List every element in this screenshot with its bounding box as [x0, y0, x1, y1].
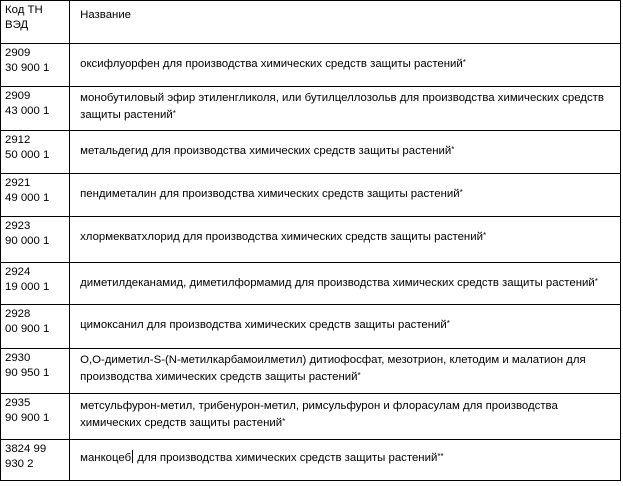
code-cell: [1, 131, 70, 174]
code-cell: [1, 440, 70, 481]
product-name: монобутиловый эфир этиленгликоля, или бутилцеллозольв для производства химических средств защиты растений: [80, 92, 604, 121]
code-cell: [1, 174, 70, 217]
name-cell: [70, 44, 621, 87]
product-name: О,О-диметил-S-(N-метилкарбамоилметил) дитиофосфат, мезотрион, клетодим и малатион для производства химических средств защиты растений: [80, 354, 586, 383]
product-name-start: манкоцеб: [80, 452, 132, 464]
product-name-end: для производства химических средств защиты растений: [134, 452, 438, 464]
name-cell: [70, 217, 621, 263]
code-line1: 2928: [5, 308, 31, 320]
code-cell: [1, 305, 70, 349]
footnote-mark: *: [482, 231, 487, 240]
code-line2: 90 950 1: [5, 367, 50, 379]
footnote-mark: *: [357, 371, 361, 380]
code-line2: 43 000 1: [5, 105, 50, 117]
footnote-mark: *: [462, 58, 466, 67]
footnote-mark: **: [437, 452, 444, 461]
code-line1: 2930: [5, 352, 31, 364]
name-cell: [70, 131, 621, 174]
header-name-label: Название: [80, 9, 132, 21]
table-row: [1, 44, 621, 87]
footnote-mark: *: [594, 277, 598, 286]
code-line1: 2909: [5, 90, 31, 102]
text-caret: [132, 450, 133, 463]
header-code-label-line1: Код ТН: [5, 4, 43, 16]
table-header-row: [1, 1, 621, 44]
table-row: [1, 87, 621, 131]
table-row: [1, 263, 621, 305]
table-row: [1, 349, 621, 394]
table-row: [1, 394, 621, 440]
code-line2: 90 000 1: [5, 235, 50, 247]
header-code-label-line2: ВЭД: [5, 19, 29, 31]
code-line1: 2909: [5, 47, 31, 59]
product-name: пендиметалин для производства химических средств защиты растений: [80, 188, 460, 200]
table-row: [1, 217, 621, 263]
code-cell: [1, 349, 70, 394]
code-line2: 50 000 1: [5, 149, 50, 161]
code-cell: [1, 263, 70, 305]
footnote-mark: *: [282, 417, 286, 426]
footnote-mark: *: [446, 319, 450, 328]
name-cell[interactable]: [70, 440, 621, 481]
code-line1: 2921: [5, 177, 31, 189]
header-code-cell: [1, 1, 70, 44]
footnote-mark: *: [451, 145, 455, 154]
code-line1: 2912: [5, 134, 31, 146]
table-row: [1, 131, 621, 174]
code-line2: 00 900 1: [5, 323, 50, 335]
code-line1: 2924: [5, 266, 31, 278]
table-row: [1, 305, 621, 349]
code-cell: [1, 44, 70, 87]
code-line2: 19 000 1: [5, 281, 50, 293]
name-cell: [70, 263, 621, 305]
product-name: цимоксанил для производства химических средств защиты растений: [80, 319, 447, 331]
code-line1: 3824 99: [5, 443, 47, 455]
footnote-mark: *: [459, 188, 463, 197]
name-cell: [70, 174, 621, 217]
code-line2: 49 000 1: [5, 192, 50, 204]
code-line2: 30 900 1: [5, 62, 50, 74]
code-line1: 2935: [5, 397, 31, 409]
name-cell: [70, 394, 621, 440]
product-name: метальдегид для производства химических средств защиты растений: [80, 145, 452, 157]
table-row: [1, 174, 621, 217]
name-cell: [70, 305, 621, 349]
table-row: [1, 440, 621, 481]
name-cell: [70, 349, 621, 394]
code-cell: [1, 217, 70, 263]
product-name: метсульфурон-метил, трибенурон-метил, римсульфурон и флорасулам для производства химических средств защиты растений: [80, 400, 558, 429]
product-name: оксифлуорфен для производства химических средств защиты растений: [80, 58, 463, 70]
code-line2: 90 900 1: [5, 412, 50, 424]
code-line1: 2923: [5, 220, 31, 232]
footnote-mark: *: [172, 109, 176, 118]
product-name: диметилдеканамид, диметилформамид для производства химических средств защиты растений: [80, 277, 595, 289]
product-name: хлормекватхлорид для производства химических средств защиты растений: [80, 231, 483, 243]
code-cell: [1, 394, 70, 440]
name-cell: [70, 87, 621, 131]
code-line2: 930 2: [5, 458, 34, 470]
header-name-cell: [70, 1, 621, 44]
code-cell: [1, 87, 70, 131]
